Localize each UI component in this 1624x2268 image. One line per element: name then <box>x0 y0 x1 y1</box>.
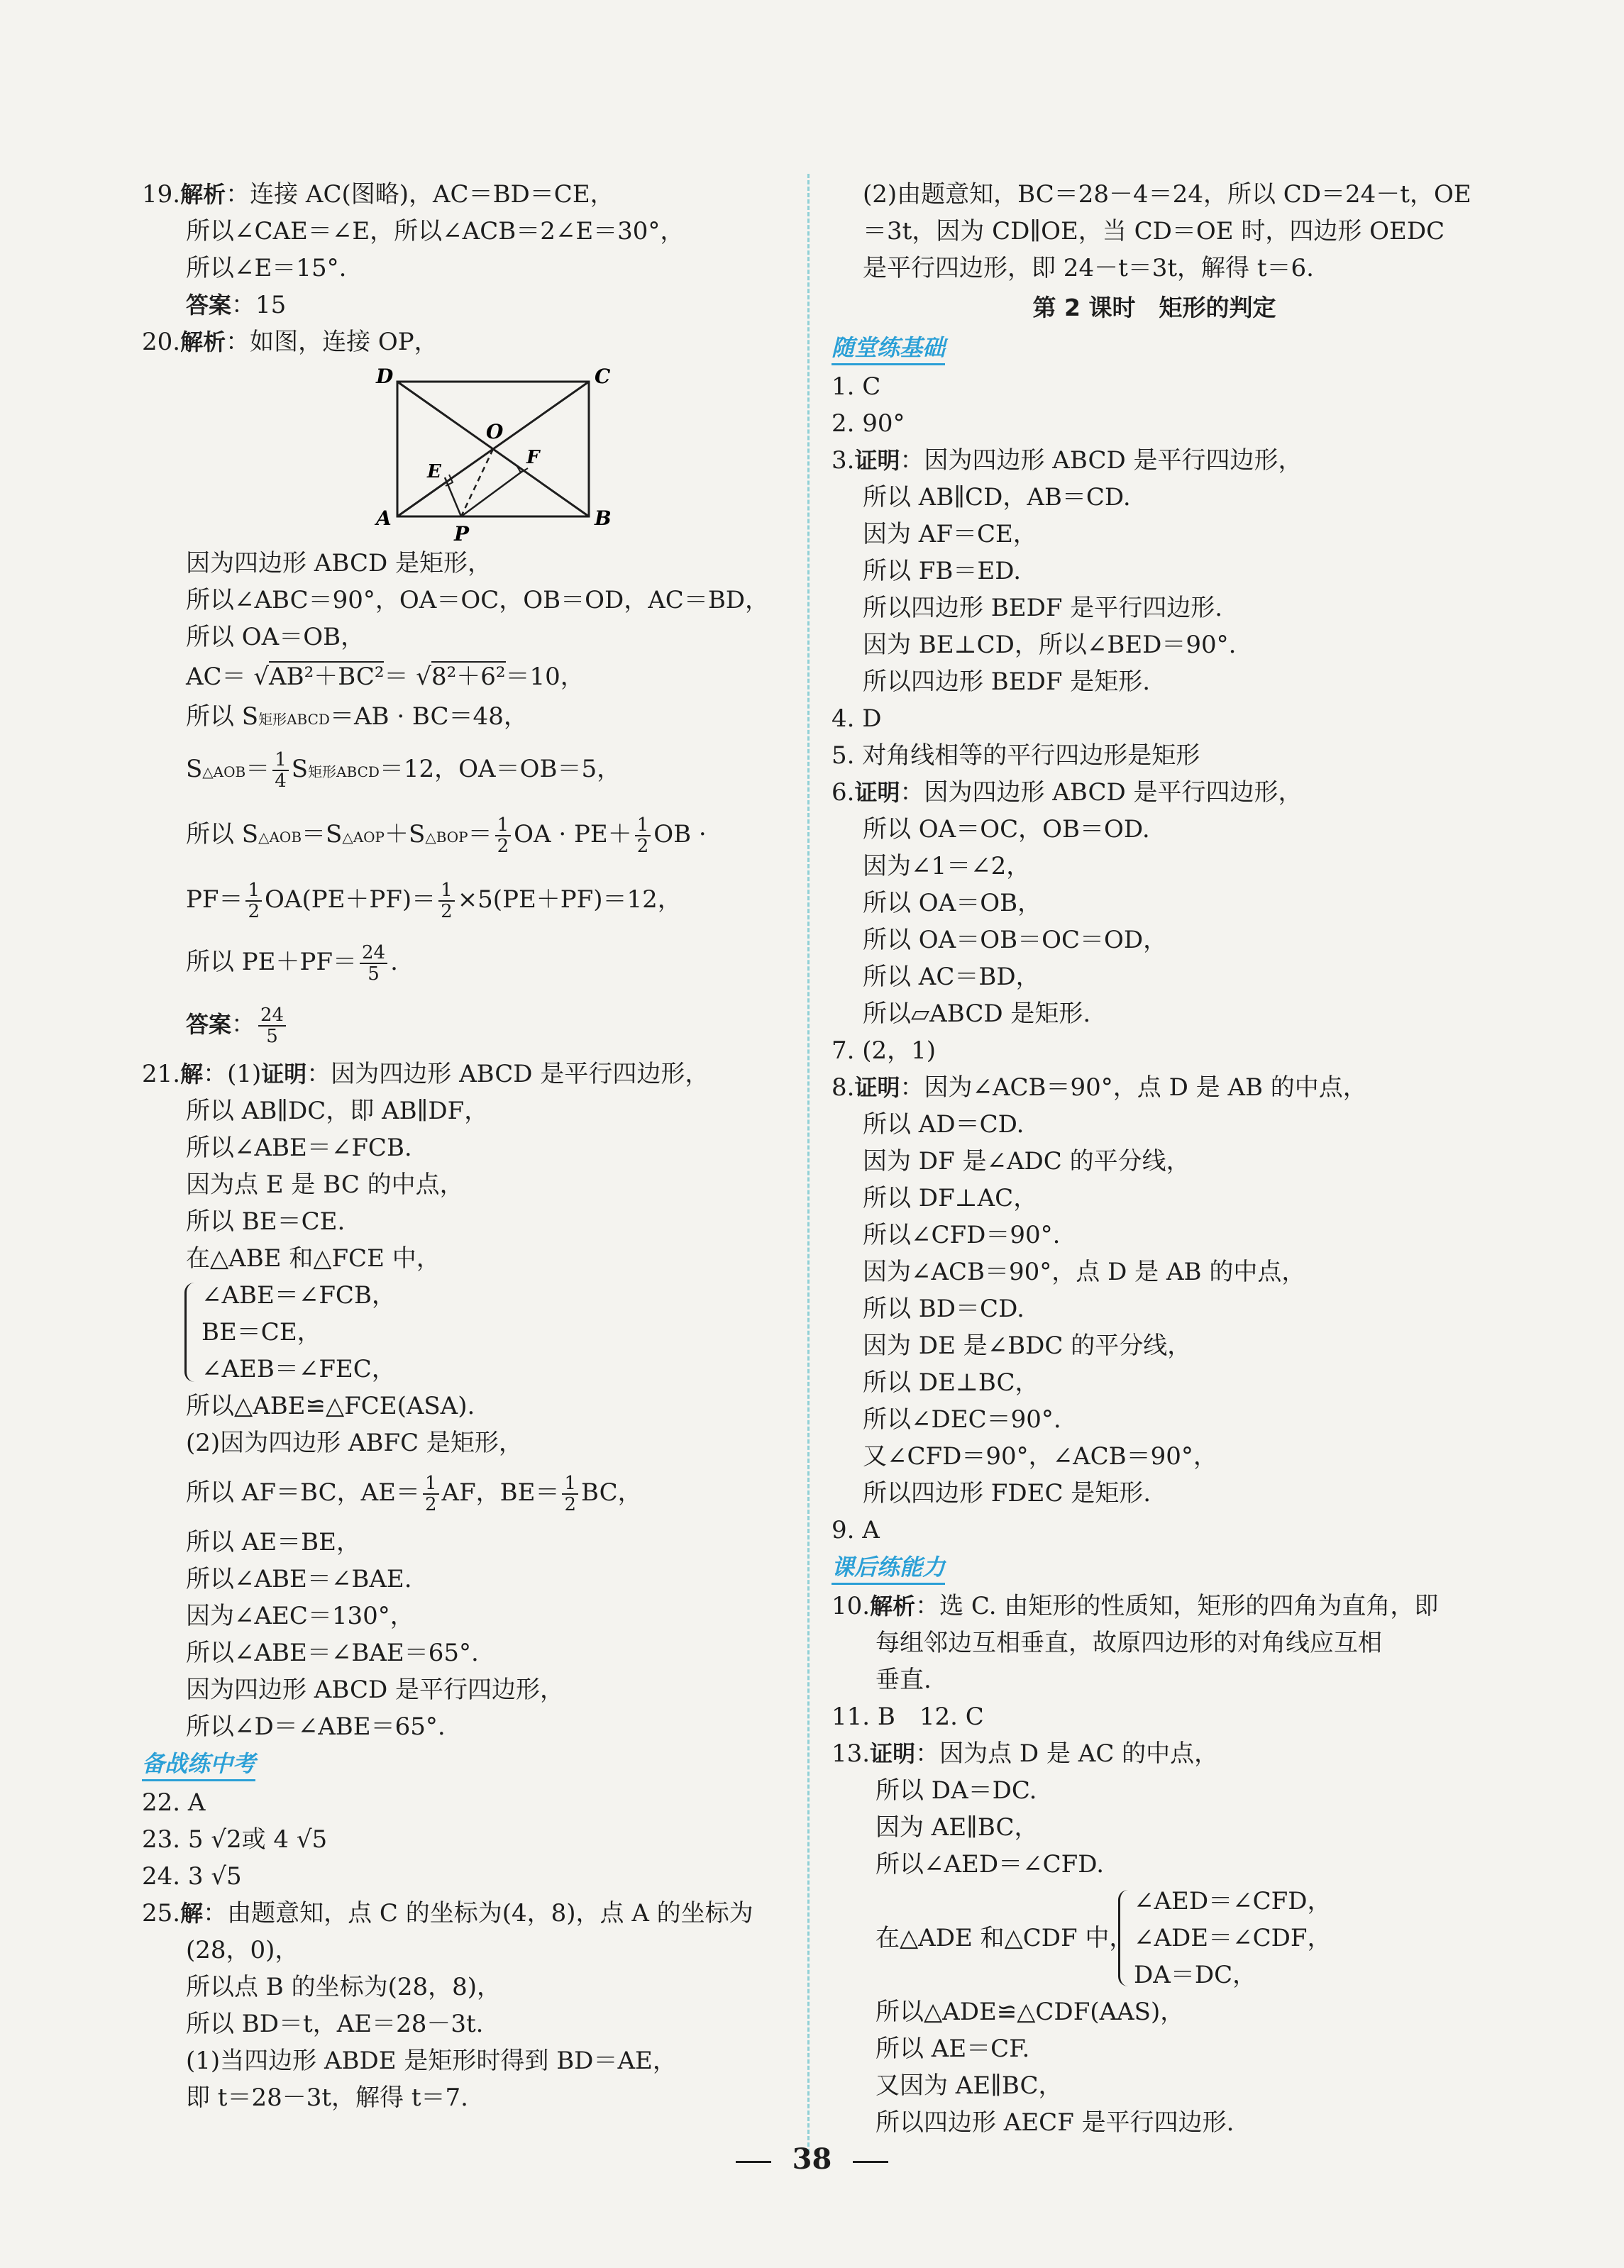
q25-cont-line3: 是平行四边形，即 24－t＝3t，解得 t＝6. <box>863 254 1314 282</box>
page-number-value: 38 <box>792 2142 832 2176</box>
label-p: P <box>454 522 470 545</box>
a10-line3: 垂直. <box>875 1666 932 1694</box>
a2: 2. 90° <box>832 409 905 438</box>
a3-line7: 所以四边形 BEDF 是矩形. <box>863 668 1151 696</box>
a9: 9. A <box>832 1516 880 1544</box>
q21-line15: 因为∠AEC＝130°， <box>186 1602 414 1630</box>
q23: 23. 5 √2或 4 √5 <box>142 1825 328 1854</box>
a3-line4: 所以 FB＝ED. <box>863 557 1022 585</box>
a8-line11: 又∠CFD＝90°，∠ACB＝90°， <box>863 1442 1217 1471</box>
q20-line6: AC＝ √AB²＋BC²＝ √8²＋6²＝10， <box>186 663 585 691</box>
left-column <box>142 176 780 2116</box>
lesson-title: 第 2 课时 矩形的判定 <box>1032 294 1276 321</box>
a13-line3: 因为 AE∥BC， <box>875 1813 1039 1842</box>
q25-line4: 所以 BD＝t，AE＝28－3t. <box>186 2010 484 2038</box>
a3-line3: 因为 AF＝CE， <box>863 520 1037 548</box>
q20-line1: 20.解析：如图，连接 OP， <box>142 328 438 356</box>
a13-system <box>832 1883 1477 1993</box>
section-kehou-title: 课后练能力 <box>832 1551 945 1585</box>
label-o: O <box>486 420 504 443</box>
a10-line2: 每组邻边互相垂直，故原四边形的对角线应互相 <box>875 1629 1382 1657</box>
right-column <box>832 176 1477 2141</box>
q21-line18: 所以∠D＝∠ABE＝65°. <box>186 1713 446 1741</box>
q20-line11: 所以 PE＋PF＝ $\frac{24}{5}$ . <box>186 942 398 985</box>
q25-line6: 即 t＝28－3t，解得 t＝7. <box>186 2084 468 2112</box>
q21-line13: 所以 AE＝BE， <box>186 1528 360 1556</box>
a8-line3: 因为 DF 是∠ADC 的平分线， <box>863 1147 1191 1176</box>
a5: 5. 对角线相等的平行四边形是矩形 <box>832 741 1200 770</box>
a13-line1: 13.证明：因为点 D 是 AC 的中点， <box>832 1739 1219 1768</box>
section-kehou <box>832 1549 1477 1588</box>
q21-line4: 因为点 E 是 BC 的中点， <box>186 1171 464 1199</box>
q21-line12: 所以 AF＝BC，AE＝ $\frac{1}{2}$ AF，BE＝ $\frac{1}{2}$ BC， <box>186 1473 642 1515</box>
brace <box>184 1283 198 1382</box>
a6-line3: 因为∠1＝∠2， <box>863 852 1031 880</box>
q19-line2: 所以∠CAE＝∠E，所以∠ACB＝2∠E＝30°， <box>186 217 685 245</box>
section-suitang-title: 随堂练基础 <box>832 332 945 365</box>
a8-line8: 因为 DE 是∠BDC 的平分线， <box>863 1332 1192 1360</box>
segment-pe <box>445 477 461 516</box>
a10-line1: 10.解析：选 C. 由矩形的性质知，矩形的四角为直角，即 <box>832 1592 1439 1620</box>
a13-cond2: ∠ADE＝∠CDF， <box>1134 1924 1332 1952</box>
a7: 7. (2，1) <box>832 1036 937 1065</box>
a3-line2: 所以 AB∥CD，AB＝CD. <box>863 483 1131 511</box>
a6-line4: 所以 OA＝OB， <box>863 889 1042 917</box>
q19-line3: 所以∠E＝15°. <box>186 254 347 282</box>
q20-answer: 答案： $\frac{24}{5}$ <box>142 993 780 1056</box>
a8-line7: 所以 BD＝CD. <box>863 1295 1024 1323</box>
a13-line4: 所以∠AED＝∠CFD. <box>875 1850 1105 1879</box>
rectangle-figure <box>369 360 624 545</box>
a6-line7: 所以▱ABCD 是矩形. <box>863 1000 1091 1028</box>
a4: 4. D <box>832 704 882 733</box>
q19-answer: 答案：15 <box>186 291 287 319</box>
a13-cond3: DA＝DC， <box>1134 1961 1257 1989</box>
section-beizhan-title: 备战练中考 <box>142 1748 255 1781</box>
q24: 24. 3 √5 <box>142 1862 242 1891</box>
q20-line3: 因为四边形 ABCD 是矩形， <box>186 549 492 577</box>
label-a: A <box>376 507 392 530</box>
q20-line10: PF＝ $\frac{1}{2}$ OA(PE＋PF)＝ $\frac{1}{2}$ ×5(PE＋PF)＝12， <box>186 880 682 922</box>
a8-line9: 所以 DE⊥BC， <box>863 1368 1039 1397</box>
brace <box>1118 1890 1130 1986</box>
a3-line5: 所以四边形 BEDF 是平行四边形. <box>863 594 1223 622</box>
q21-cond3: ∠AEB＝∠FEC， <box>201 1355 396 1383</box>
q25-line3: 所以点 B 的坐标为(28，8)， <box>186 1973 502 2001</box>
page-number <box>0 2142 1624 2176</box>
label-b: B <box>595 507 612 530</box>
q22: 22. A <box>142 1788 206 1817</box>
a13-line8: 又因为 AE∥BC， <box>875 2071 1063 2100</box>
label-f: F <box>526 447 540 468</box>
a8-line6: 因为∠ACB＝90°，点 D 是 AB 的中点， <box>863 1258 1306 1286</box>
column-divider <box>807 174 810 2153</box>
q20-line8: S△AOB＝ $\frac{1}{4}$ S矩形ABCD＝12，OA＝OB＝5， <box>186 749 622 792</box>
a6-line5: 所以 OA＝OB＝OC＝OD， <box>863 926 1168 954</box>
a13-line2: 所以 DA＝DC. <box>875 1776 1037 1805</box>
q21-line1: 21.解：(1)证明：因为四边形 ABCD 是平行四边形， <box>142 1060 709 1088</box>
q25-cont-line2: ＝3t，因为 CD∥OE，当 CD＝OE 时，四边形 OEDC <box>863 217 1445 245</box>
q21-line16: 所以∠ABE＝∠BAE＝65°. <box>186 1639 479 1667</box>
rectangle-diagram <box>369 360 624 545</box>
q21-line10: 所以△ABE≌△FCE(ASA). <box>186 1392 475 1420</box>
q25-line5: (1)当四边形 ABDE 是矩形时得到 BD＝AE， <box>186 2047 677 2075</box>
a8-line2: 所以 AD＝CD. <box>863 1110 1024 1139</box>
label-e: E <box>427 461 441 482</box>
label-d: D <box>376 365 394 388</box>
q20-line4: 所以∠ABC＝90°，OA＝OC，OB＝OD，AC＝BD， <box>186 586 770 614</box>
a6-line2: 所以 OA＝OC，OB＝OD. <box>863 815 1150 843</box>
q25-cont-line1: (2)由题意知，BC＝28－4＝24，所以 CD＝24－t，OE <box>863 180 1471 209</box>
dash-right <box>853 2161 888 2163</box>
a1: 1. C <box>832 372 881 401</box>
label-c: C <box>595 365 611 388</box>
q21-cond2: BE＝CE， <box>201 1318 321 1346</box>
q21-line6: 在△ABE 和△FCE 中， <box>186 1244 441 1273</box>
dash-left <box>736 2161 771 2163</box>
q25-line1: 25.解：由题意知，点 C 的坐标为(4，8)，点 A 的坐标为 <box>142 1899 753 1927</box>
a6-line1: 6.证明：因为四边形 ABCD 是平行四边形， <box>832 778 1303 807</box>
q21-line11: (2)因为四边形 ABFC 是矩形， <box>186 1429 523 1457</box>
q19-line1: 19.解析：连接 AC(图略)，AC＝BD＝CE， <box>142 180 614 209</box>
a3-line1: 3.证明：因为四边形 ABCD 是平行四边形， <box>832 446 1303 475</box>
q20-line9: 所以 S△AOB＝S△AOP＋S△BOP＝ $\frac{1}{2}$ OA · PE＋ $\frac{1}{2}$ OB · <box>186 814 707 857</box>
a3-line6: 因为 BE⊥CD，所以∠BED＝90°. <box>863 631 1237 659</box>
q21-line14: 所以∠ABE＝∠BAE. <box>186 1565 412 1593</box>
q20-line5: 所以 OA＝OB， <box>186 623 365 651</box>
q21-cond1: ∠ABE＝∠FCB， <box>201 1281 396 1310</box>
a8-line4: 所以 DF⊥AC， <box>863 1184 1038 1212</box>
q21-line17: 因为四边形 ABCD 是平行四边形， <box>186 1676 565 1704</box>
a13-intro: 在△ADE 和△CDF 中， <box>875 1924 1134 1952</box>
a8-line5: 所以∠CFD＝90°. <box>863 1221 1061 1249</box>
section-beizhan <box>142 1745 780 1784</box>
a13-cond1: ∠AED＝∠CFD， <box>1134 1887 1332 1915</box>
a11-12: 11. B 12. C <box>832 1703 984 1731</box>
a8-line1: 8.证明：因为∠ACB＝90°，点 D 是 AB 的中点， <box>832 1073 1367 1102</box>
q21-line3: 所以∠ABE＝∠FCB. <box>186 1134 412 1162</box>
q21-system <box>142 1277 780 1388</box>
a6-line6: 所以 AC＝BD， <box>863 963 1040 991</box>
a13-line6: 所以△ADE≌△CDF(AAS)， <box>875 1998 1185 2026</box>
segment-pf <box>461 470 524 516</box>
a8-line12: 所以四边形 FDEC 是矩形. <box>863 1479 1151 1508</box>
q25-line2: (28，0)， <box>186 1936 299 1964</box>
q21-line2: 所以 AB∥DC，即 AB∥DF， <box>186 1097 489 1125</box>
q20-line7: 所以 S矩形ABCD＝AB · BC＝48， <box>186 702 528 731</box>
section-suitang <box>832 329 1477 368</box>
a13-line9: 所以四边形 AECF 是平行四边形. <box>875 2108 1234 2137</box>
a8-line10: 所以∠DEC＝90°. <box>863 1405 1061 1434</box>
a13-line7: 所以 AE＝CF. <box>875 2035 1030 2063</box>
q21-line5: 所以 BE＝CE. <box>186 1207 346 1236</box>
